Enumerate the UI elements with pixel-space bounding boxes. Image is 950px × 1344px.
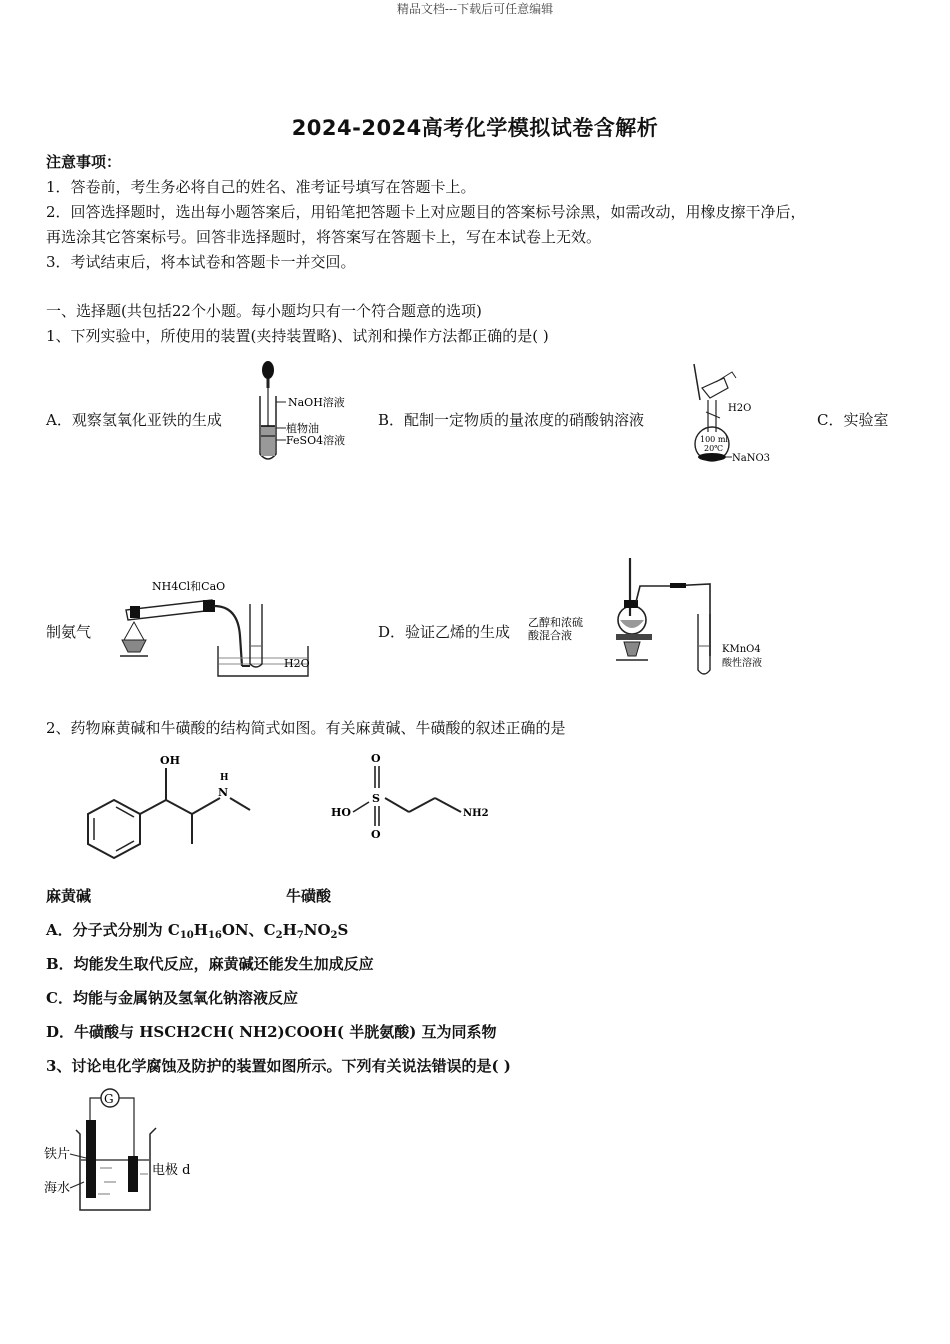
notice-item-2: 2．回答选择题时，选出每小题答案后，用铅笔把答题卡上对应题目的答案标号涂黑，如需改动，用橡皮擦干净后， [46, 203, 806, 221]
q1-option-d: D．验证乙烯的生成 [378, 623, 511, 641]
fig-d-label-acidic: 酸性溶液 [722, 658, 762, 669]
q2-option-c: C．均能与金属钠及氢氧化钠溶液反应 [46, 989, 298, 1007]
ephedrine-oh: OH [160, 754, 180, 767]
ephedrine-h: H [220, 773, 229, 783]
fig-b-label-water: H2O [728, 403, 752, 414]
fig-a-test-tube [250, 360, 360, 465]
fig-b-label-salt: NaNO3 [732, 453, 771, 464]
q1-stem: 1、下列实验中，所使用的装置(夹持装置略)、试剂和操作方法都正确的是( ) [46, 327, 549, 345]
taurine-o-top: O [371, 752, 381, 765]
taurine-ho: HO [331, 806, 351, 819]
notice-item-1: 1．答卷前，考生务必将自己的姓名、准考证号填写在答题卡上。 [46, 178, 476, 196]
page-title: 2024-2024高考化学模拟试卷含解析 [291, 116, 659, 140]
fig-c-label-water: H2O [284, 657, 310, 670]
section-heading: 一、选择题(共包括22个小题。每小题均只有一个符合题意的选项) [46, 302, 482, 320]
q2-option-b: B．均能发生取代反应，麻黄碱还能发生加成反应 [46, 955, 374, 973]
fig-a-label-feso4: FeSO4溶液 [286, 434, 346, 447]
label-iron-plate: 铁片 [44, 1147, 71, 1162]
taurine-o-bottom: O [371, 828, 381, 841]
ephedrine-structure [70, 748, 270, 868]
q1-option-b: B．配制一定物质的量浓度的硝酸钠溶液 [378, 411, 645, 429]
fig-b-volumetric-flask [680, 360, 800, 470]
fig-a-label-naoh: NaOH溶液 [288, 396, 345, 409]
notice-heading: 注意事项： [46, 153, 122, 171]
fig-d-ethylene-apparatus [520, 556, 780, 681]
galvanometer-label: G [104, 1092, 114, 1106]
q3-electrochem-figure [40, 1086, 210, 1216]
fig-d-label-kmno4: KMnO4 [722, 644, 761, 655]
q1-option-c-cont: 制氨气 [46, 623, 92, 641]
q2-option-a-text: A．分子式分别为 [46, 921, 168, 939]
q2-option-a [46, 920, 348, 940]
q2-formula-ephedrine: $C_{10}H_{16}ON$ [167, 921, 249, 941]
fig-b-label-temp: 20℃ [704, 444, 724, 453]
q2-option-a-separator: 、 [248, 921, 264, 939]
q1-option-a: A．观察氢氧化亚铁的生成 [46, 411, 222, 429]
ephedrine-n: N [218, 786, 229, 799]
fig-c-label-reagent: NH4Cl和CaO [152, 580, 226, 593]
label-seawater: 海水 [44, 1181, 71, 1196]
notice-item-3: 3．考试结束后，将本试卷和答题卡一并交回。 [46, 253, 356, 271]
taurine-nh2: NH2 [463, 808, 489, 819]
q2-option-d: D．牛磺酸与 HSCH2CH( NH2)COOH( 半胱氨酸) 互为同系物 [46, 1023, 497, 1041]
notice-item-2-cont: 再选涂其它答案标号。回答非选择题时，将答案写在答题卡上，写在本试卷上无效。 [46, 228, 602, 246]
taurine-s: S [372, 792, 380, 805]
q2-name-ephedrine: 麻黄碱 [46, 887, 92, 905]
fig-c-ammonia-apparatus [108, 576, 323, 681]
fig-d-label-mix2: 酸混合液 [528, 629, 572, 642]
q2-stem: 2、药物麻黄碱和牛磺酸的结构简式如图。有关麻黄碱、牛磺酸的叙述正确的是 [46, 719, 566, 737]
fig-d-label-mix1: 乙醇和浓硫 [528, 616, 583, 629]
taurine-structure [325, 748, 515, 843]
fig-a-label-oil: 植物油 [286, 422, 319, 435]
fig-b-label-volume: 100 ml [700, 435, 728, 444]
page-header-note: 精品文档---下载后可任意编辑 [396, 2, 554, 16]
label-electrode-d: 电极 d [152, 1163, 191, 1178]
q2-name-taurine: 牛磺酸 [286, 887, 332, 905]
q2-formula-taurine: $C_2H_7NO_2S$ [263, 921, 349, 941]
q1-option-c: C．实验室 [817, 411, 889, 429]
q3-stem: 3、讨论电化学腐蚀及防护的装置如图所示。下列有关说法错误的是( ) [46, 1057, 511, 1075]
